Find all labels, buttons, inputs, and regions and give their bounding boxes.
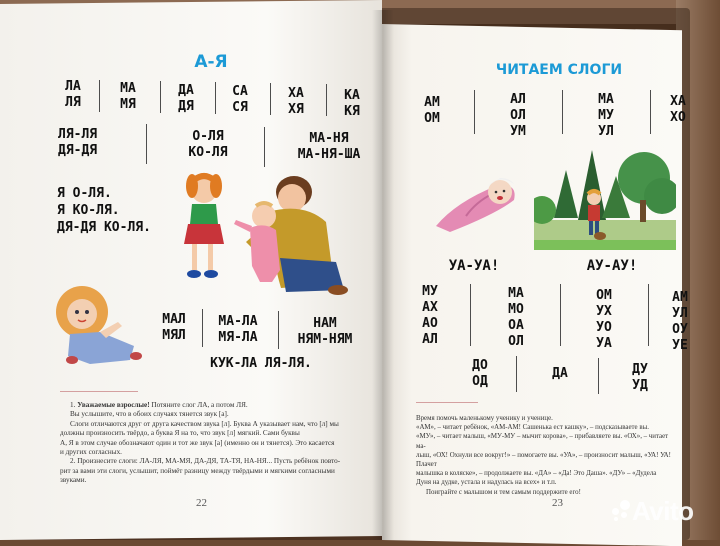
divider-line <box>562 90 563 134</box>
syllable-cell: МА МЯ <box>120 81 136 112</box>
divider-line <box>598 358 599 394</box>
note-text: малышка в коляске», – продолжаете вы. «ДА» – «Да! Это Даша». «ДУ» – «Дудела <box>416 470 657 478</box>
note-text: 2. Произнесите слоги: ЛА-ЛЯ, МА-МЯ, ДА-ДЯ, ТА-ТЯ, НА-НЯ... Пусть ребёнок повто- <box>70 457 341 466</box>
note-text: Потяните слог ЛА, а потом ЛЯ. <box>149 401 248 409</box>
syllable-cell: ОМ УХ УО УА <box>596 288 612 351</box>
family-illustration <box>176 162 376 300</box>
syllable-cell: ХА ХО <box>670 94 686 125</box>
syllable-cell: МА-ЛА МЯ-ЛА <box>218 314 258 345</box>
note-bold-lead: Уважаемые взрослые! <box>77 401 150 409</box>
page-number-right: 23 <box>552 497 563 509</box>
syllable-cell: МУ АХ АО АЛ <box>422 284 438 347</box>
note-text: Дуня на дудке, устала и надулась на всех» и т.п. <box>416 479 557 487</box>
note-text: должны произносить твёрдо, а буква Я на то, что звук [л] мягкий. Сами буквы <box>60 429 300 438</box>
syllable-cell: АМ ОМ <box>424 95 440 126</box>
note-text: Поиграйте с малышом и тем самым поддержите его! <box>426 488 581 496</box>
exclaim-right: АУ-АУ! <box>586 258 638 274</box>
watermark-text: Avito <box>632 496 694 526</box>
syllable-cell: МА МО ОА ОЛ <box>508 286 524 349</box>
note-text: рит за вами эти слоги, услышит, поймёт разницу между твёрдыми и мягкими согласными <box>60 466 335 475</box>
right-page-title: ЧИТАЕМ СЛОГИ <box>495 62 623 78</box>
avito-logo-icon <box>612 500 630 522</box>
syllable-cell: О-ЛЯ КО-ЛЯ <box>188 129 228 160</box>
right-notes <box>416 414 676 497</box>
syllable-cell: МА-НЯ МА-НЯ-ША <box>297 131 361 162</box>
divider-line <box>202 309 203 347</box>
syllable-cell: АЛ ОЛ УМ <box>510 92 526 139</box>
divider-line <box>516 356 517 392</box>
divider-line <box>326 84 327 116</box>
divider-line <box>160 81 161 113</box>
divider-line <box>278 311 279 349</box>
note-text: Вы услышите, что в обоих случаях тянется звук [а]. <box>70 410 229 419</box>
swaddled-baby-illustration <box>426 172 522 234</box>
syllable-cell: ЛЯ-ЛЯ ДЯ-ДЯ <box>58 127 98 158</box>
note-text: «МУ», – читает малыш, «МУ-МУ – мычит корова», – прибавляете вы. «ОХ», – читает ма- <box>416 433 669 450</box>
syllable-cell: ХА ХЯ <box>288 86 304 117</box>
divider-line <box>648 284 649 346</box>
syllable-cell: ЛА ЛЯ <box>65 79 81 110</box>
divider-line <box>470 284 471 346</box>
note-text: Время помочь маленькому ученику и ученице. <box>416 415 553 422</box>
book-gutter <box>372 10 394 540</box>
divider-line <box>264 127 265 167</box>
left-notes <box>60 401 360 486</box>
divider-line <box>270 83 271 115</box>
syllable-cell: МА МУ УЛ <box>598 92 614 139</box>
note-text: А, Я в этом случае обозначают один и тот же звук [а] (именно он и тянется). Это касается <box>60 438 335 447</box>
note-text: лыш, «ОХ! Охнули все вокруг!» – помогаете вы. «УА», – произносит малыш, «УА! УА! Плачет <box>416 451 671 469</box>
divider-line <box>146 124 147 164</box>
divider-line <box>215 82 216 114</box>
syllable-cell: ДА ДЯ <box>178 83 194 114</box>
note-text: и других согласных. <box>60 448 122 457</box>
divider-line <box>474 90 475 134</box>
syllable-cell: АМ УЛ ОУ УЕ <box>672 290 688 353</box>
syllable-cell: СА СЯ <box>232 84 248 115</box>
note-text: звуками. <box>60 476 87 485</box>
forest-boy-illustration <box>534 140 676 250</box>
note-text: Слоги отличаются друг от друга качеством звука [л]. Буква А указывает нам, что [л] мы <box>70 419 339 428</box>
syllable-cell: МАЛ МЯЛ <box>162 312 186 343</box>
note-text: «АМ», – читает ребёнок, «АМ-АМ! Сашенька ест кашку», – подсказываете вы. <box>416 424 649 432</box>
divider-line <box>560 284 561 346</box>
syllable-cell: КА КЯ <box>344 88 360 119</box>
phrase-bottom: КУК-ЛА ЛЯ-ЛЯ. <box>210 356 312 371</box>
syllable-cell: НАМ НЯМ-НЯМ <box>297 316 353 347</box>
phrase-block: Я О-ЛЯ. Я КО-ЛЯ. ДЯ-ДЯ КО-ЛЯ. <box>57 186 151 235</box>
divider-line <box>650 90 651 134</box>
page-number-left: 22 <box>196 497 207 509</box>
divider-line <box>99 80 100 112</box>
left-page-title: А-Я <box>194 52 228 72</box>
exclaim-left: УА-УА! <box>448 258 500 274</box>
syllable-cell: ДА <box>552 366 568 381</box>
notes-divider <box>416 402 478 403</box>
notes-divider <box>60 391 138 392</box>
note-number: 1. <box>70 401 76 409</box>
syllable-cell: ДО ОД <box>472 358 488 389</box>
doll-illustration <box>50 282 150 372</box>
syllable-cell: ДУ УД <box>632 362 648 393</box>
